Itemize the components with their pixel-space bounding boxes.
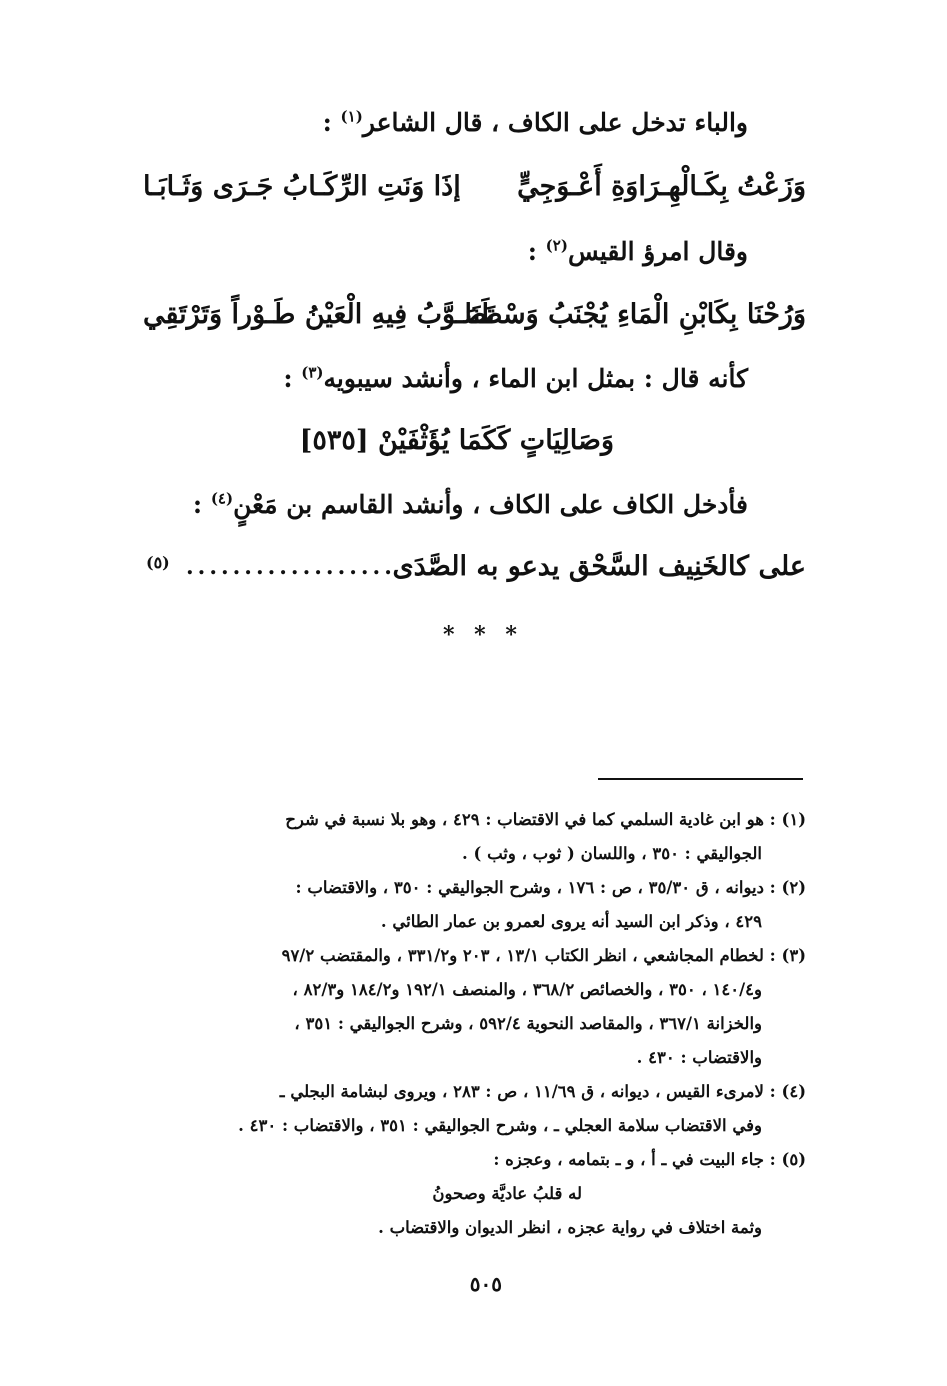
footnote-5-line-2: له قلبُ عاديَّة وصحونُ <box>432 1184 582 1203</box>
footnote-1-line-1: (١) : هو ابن غادية السلمي كما في الاقتضاب : ٤٢٩ ، وهو بلا نسبة في شرح <box>285 810 806 829</box>
text-line-1 <box>323 106 748 140</box>
verse-1 <box>0 168 947 208</box>
text-line-4-end: : <box>192 490 211 519</box>
footnote-1-line-2: الجواليقي : ٣٥٠ ، واللسان ( ثوب ، وثب ) . <box>462 844 762 863</box>
footnote-4-line-1: (٤) : لامرىء القيس ، ديوانه ، ق ١١/٦٩ ، ص : ٢٨٣ ، ويروى لبشامة البجلي ـ <box>279 1082 806 1101</box>
footnote-ref-5[interactable]: (٥) <box>146 553 170 572</box>
text-line-2-content: وقال امرؤ القيس <box>567 237 748 266</box>
verse-2-second-hemistich: تَصَـوَّبُ فِيهِ الْعَيْنُ طَـوْراً وَتَرْتَقِي <box>143 299 495 330</box>
footnote-5-line-1: (٥) : جاء البيت في ـ أ ، و ـ بتمامه ، وعجزه : <box>493 1150 806 1169</box>
section-separator: * * * <box>443 622 523 648</box>
footnote-ref-3[interactable]: (٣) <box>301 363 324 382</box>
page-number: ٥٠٥ <box>469 1272 502 1296</box>
footnote-ref-1[interactable]: (١) <box>340 107 363 126</box>
footnote-2-line-1: (٢) : ديوانه ، ق ٣٥/٣٠ ، ص : ١٧٦ ، وشرح الجواليقي : ٣٥٠ ، والاقتضاب : <box>295 878 806 897</box>
footnote-3-line-2: و١٤٠/٤ ، ٣٥٠ ، والخصائص ٣٦٨/٢ ، والمنصف ١٩٢/١ و١٨٤/٢ و٨٢/٣ ، <box>292 980 762 999</box>
text-line-3-content: كأنه قال : بمثل ابن الماء ، وأنشد سيبويه <box>323 364 748 393</box>
footnote-4-line-2: وفي الاقتضاب سلامة العجلي ـ ، وشرح الجواليقي : ٣٥١ ، والاقتضاب : ٤٣٠ . <box>238 1116 762 1135</box>
text-line-1-end: : <box>322 108 341 137</box>
text-line-3 <box>283 362 748 396</box>
verse-4-ellipsis: .................. <box>186 554 396 580</box>
footnote-3-line-4: والاقتضاب : ٤٣٠ . <box>636 1048 762 1067</box>
verse-1-first-hemistich: وَزَعْتُ بِكَـالْهِـرَاوَةِ أَعْـوَجِيٍّ <box>517 171 806 202</box>
footnote-ref-4[interactable]: (٤) <box>210 489 234 508</box>
footnote-ref-2[interactable]: (٢) <box>545 236 568 255</box>
text-line-2-end: : <box>527 237 546 266</box>
verse-4 <box>0 548 947 588</box>
text-line-2 <box>528 235 748 269</box>
text-line-1-content: والباء تدخل على الكاف ، قال الشاعر <box>362 108 748 137</box>
verse-2-first-hemistich: وَرُحْنَا بِكَابْنِ الْمَاءِ يُجْنَبُ وَسْطَنَا <box>464 299 806 330</box>
footnote-3-line-3: والخزانة ٣٦٧/١ ، والمقاصد النحوية ٥٩٢/٤ ، وشرح الجواليقي : ٣٥١ ، <box>294 1014 762 1033</box>
verse-4-first-hemistich: على كالخَنِيف السَّحْق يدعو به الصَّدَى <box>392 551 806 582</box>
footnote-3-line-1: (٣) : لخطام المجاشعي ، انظر الكتاب ١٣/١ ، ٢٠٣ و٣٣١/٢ ، والمقتضب ٩٧/٢ <box>281 946 806 965</box>
verse-2 <box>0 296 947 336</box>
verse-3 <box>300 422 614 460</box>
footnote-5-line-3: وثمة اختلاف في رواية عجزه ، انظر الديوان والاقتضاب . <box>378 1218 762 1237</box>
text-line-3-end: : <box>283 364 302 393</box>
text-line-4 <box>193 488 748 522</box>
verse-3-text: وَصَالِيَاتٍ كَكَمَا يُؤَثْفَيْنْ [٥٣٥] <box>299 425 614 456</box>
footnote-2-line-2: ٤٢٩ ، وذكر ابن السيد أنه يروى لعمرو بن عمار الطائي . <box>380 912 762 931</box>
footnote-divider <box>598 778 803 780</box>
text-line-4-content: فأدخل الكاف على الكاف ، وأنشد القاسم بن مَعْنٍ <box>233 490 748 519</box>
verse-1-second-hemistich: إذَا وَنَتِ الرِّكَـابُ جَـرَى وَثَـابَـا <box>143 171 461 202</box>
